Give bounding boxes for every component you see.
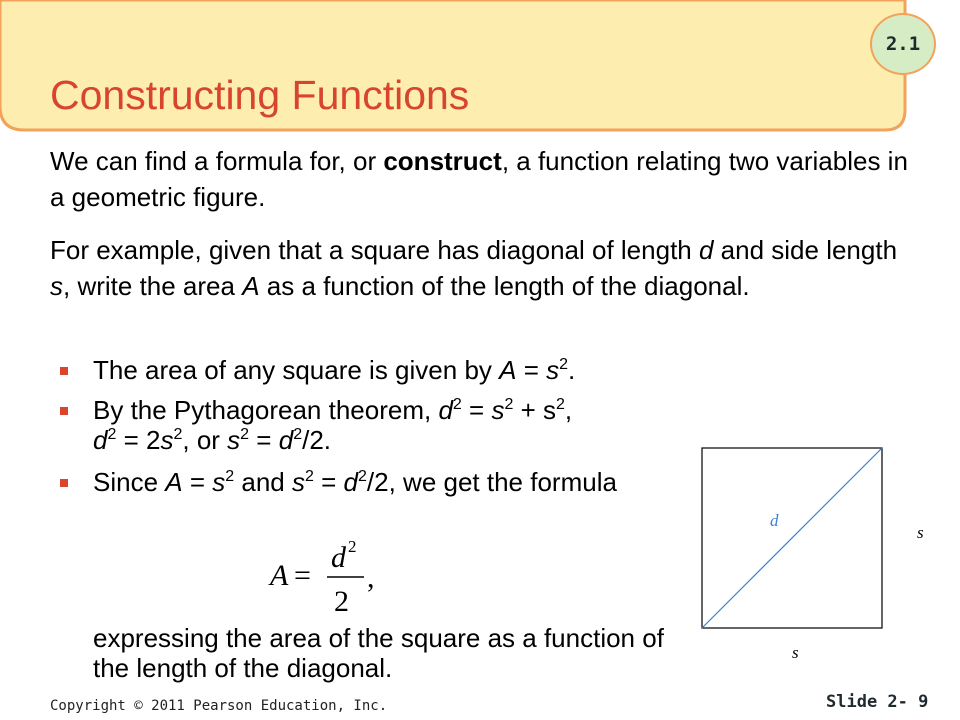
formula-lhs: A <box>270 559 289 592</box>
square-diagram <box>690 440 950 670</box>
intro-paragraph-1: We can find a formula for, or construct, a function relating two variables in a geometric figure. <box>50 146 908 212</box>
bullet-item-area: The area of any square is given by $A = s^2$. <box>60 355 710 385</box>
intro-paragraph-2: For example, given that a square has diagonal of length d and side length s, write the area A as a function of the length of the diagonal. <box>50 235 898 301</box>
slide-number: Slide 2- 9 <box>826 692 929 712</box>
side-label-right: s <box>917 523 924 542</box>
bullet-marker <box>60 479 68 487</box>
square-diagonal <box>702 448 882 628</box>
formula-denominator: 2 <box>334 585 349 617</box>
slide-title: Constructing Functions <box>50 72 470 118</box>
section-badge: 2.1 <box>870 13 936 75</box>
bullet-marker <box>60 367 68 375</box>
conclusion-text: expressing the area of the square as a function of the length of the diagonal. <box>93 623 664 683</box>
formula-equals: = <box>294 559 311 592</box>
copyright-notice: Copyright © 2011 Pearson Education, Inc. <box>50 698 388 714</box>
formula-numerator-base: d <box>331 541 346 574</box>
side-label-bottom: s <box>792 643 799 662</box>
bullet-item-formula: Since $A = s^2$ and $s^2 = d^2/2$, we get the formula <box>60 467 710 497</box>
bullet-list <box>60 355 710 497</box>
diagonal-label: d <box>770 511 779 530</box>
bullet-item-pythagorean: By the Pythagorean theorem, $d^2 = s^2 + s^2$, $d^2 = 2s^2$, or $s^2 = d^2/2$. <box>60 395 710 455</box>
area-formula <box>268 535 388 617</box>
formula-trailing-comma: , <box>367 561 375 594</box>
formula-numerator-exponent: 2 <box>348 537 357 556</box>
bullet-marker <box>60 407 68 415</box>
